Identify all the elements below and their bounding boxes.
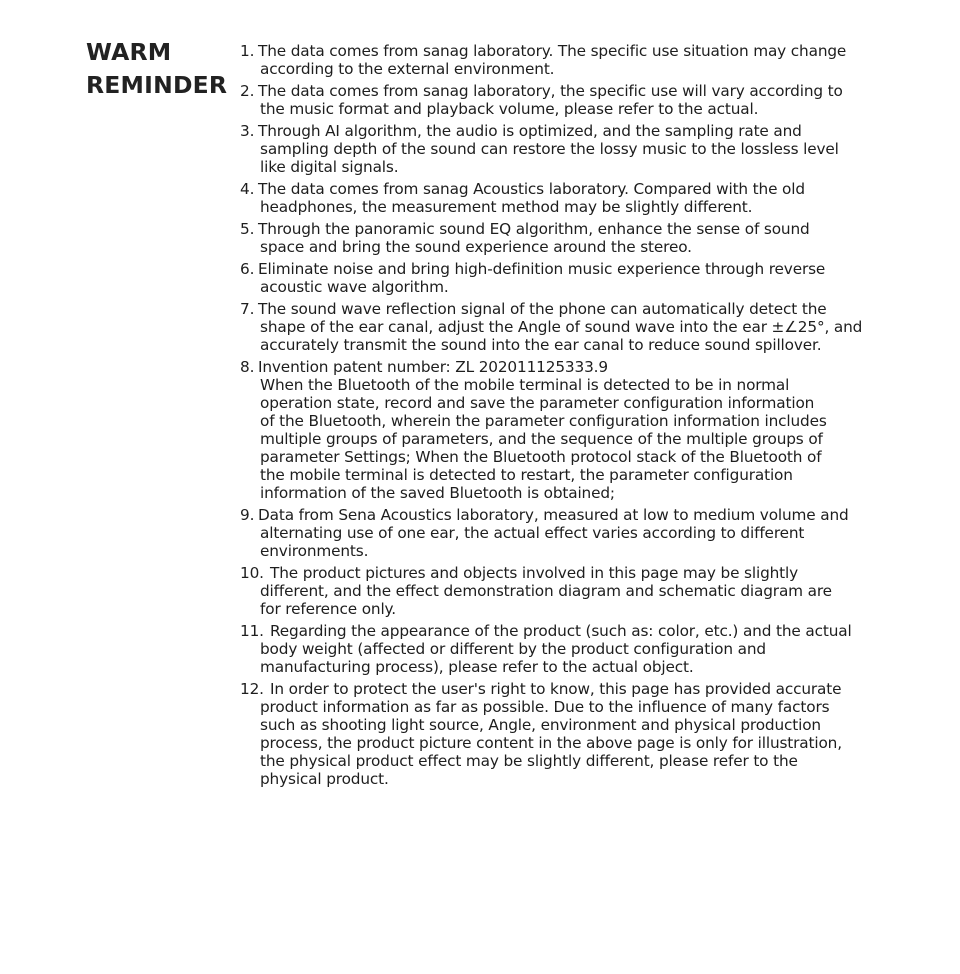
reminder-item-text-line: accurately transmit the sound into the ear canal to reduce sound spillover. <box>260 336 822 354</box>
reminder-item-number: 2. <box>240 82 255 100</box>
reminder-item <box>240 260 920 296</box>
reminder-item <box>240 42 920 78</box>
reminder-item-number: 11. <box>240 622 264 640</box>
heading-line-1: WARM <box>86 38 172 66</box>
reminder-item-text-line: manufacturing process), please refer to the actual object. <box>260 658 694 676</box>
reminder-item-text-line: The data comes from sanag laboratory. The specific use situation may change <box>258 42 847 60</box>
reminder-item-text-line: Through AI algorithm, the audio is optimized, and the sampling rate and <box>258 122 802 140</box>
reminder-item-text-line: space and bring the sound experience around the stereo. <box>260 238 692 256</box>
reminder-item-text-line: such as shooting light source, Angle, environment and physical production <box>260 716 821 734</box>
reminder-item-text-line: acoustic wave algorithm. <box>260 278 449 296</box>
reminder-item-text-line: Regarding the appearance of the product (such as: color, etc.) and the actual <box>270 622 852 640</box>
reminder-item <box>240 622 920 676</box>
reminder-item-text-line: Eliminate noise and bring high-definition music experience through reverse <box>258 260 826 278</box>
reminder-item-number: 4. <box>240 180 255 198</box>
reminder-item-text-line: Invention patent number: ZL 202011125333.9 <box>258 358 608 376</box>
reminder-item-number: 6. <box>240 260 255 278</box>
reminder-item-text-line: for reference only. <box>260 600 396 618</box>
reminder-item-text-line: according to the external environment. <box>260 60 555 78</box>
reminder-item-text-line: of the Bluetooth, wherein the parameter configuration information includes <box>260 412 827 430</box>
reminder-item-text-line: The sound wave reflection signal of the phone can automatically detect the <box>258 300 827 318</box>
reminder-item-text-line: body weight (affected or different by the product configuration and <box>260 640 766 658</box>
reminder-item-text-line: process, the product picture content in the above page is only for illustration, <box>260 734 842 752</box>
reminder-item-text-line: the mobile terminal is detected to restart, the parameter configuration <box>260 466 793 484</box>
reminder-item-text-line: shape of the ear canal, adjust the Angle of sound wave into the ear ±∠25°, and <box>260 318 863 336</box>
reminder-item-text-line: different, and the effect demonstration diagram and schematic diagram are <box>260 582 832 600</box>
reminder-item <box>240 82 920 118</box>
section-heading <box>86 36 236 102</box>
reminder-item-text-line: Data from Sena Acoustics laboratory, measured at low to medium volume and <box>258 506 849 524</box>
reminder-item-text-line: the music format and playback volume, please refer to the actual. <box>260 100 759 118</box>
reminder-item-text-line: sampling depth of the sound can restore the lossy music to the lossless level <box>260 140 839 158</box>
reminder-item-number: 7. <box>240 300 255 318</box>
reminder-item-text-line: Through the panoramic sound EQ algorithm, enhance the sense of sound <box>258 220 810 238</box>
reminder-item <box>240 180 920 216</box>
reminder-item-text-line: The product pictures and objects involved in this page may be slightly <box>270 564 799 582</box>
reminder-item-text-line: operation state, record and save the parameter configuration information <box>260 394 815 412</box>
reminder-item-text-line: parameter Settings; When the Bluetooth protocol stack of the Bluetooth of <box>260 448 822 466</box>
reminder-item-number: 9. <box>240 506 255 524</box>
reminder-item <box>240 220 920 256</box>
reminder-item-text-line: When the Bluetooth of the mobile terminal is detected to be in normal <box>260 376 790 394</box>
reminder-item-text-line: The data comes from sanag Acoustics laboratory. Compared with the old <box>258 180 805 198</box>
reminder-item <box>240 122 920 176</box>
reminder-item-text-line: the physical product effect may be slightly different, please refer to the <box>260 752 798 770</box>
reminder-item-text-line: multiple groups of parameters, and the sequence of the multiple groups of <box>260 430 823 448</box>
reminder-item-text-line: information of the saved Bluetooth is obtained; <box>260 484 615 502</box>
reminder-item-text-line: In order to protect the user's right to know, this page has provided accurate <box>270 680 842 698</box>
reminder-item-number: 1. <box>240 42 255 60</box>
reminder-list <box>240 42 920 792</box>
reminder-item <box>240 358 920 502</box>
reminder-item-text-line: physical product. <box>260 770 389 788</box>
heading-line-2: REMINDER <box>86 71 228 99</box>
reminder-item <box>240 300 920 354</box>
reminder-item-text-line: alternating use of one ear, the actual effect varies according to different <box>260 524 805 542</box>
reminder-item <box>240 680 920 788</box>
reminder-item <box>240 506 920 560</box>
reminder-item-text-line: like digital signals. <box>260 158 399 176</box>
reminder-item-number: 5. <box>240 220 255 238</box>
reminder-item-number: 10. <box>240 564 264 582</box>
reminder-item-text-line: environments. <box>260 542 369 560</box>
reminder-item-number: 8. <box>240 358 255 376</box>
reminder-item-number: 12. <box>240 680 264 698</box>
reminder-item-number: 3. <box>240 122 255 140</box>
reminder-item-text-line: product information as far as possible. Due to the influence of many factors <box>260 698 830 716</box>
reminder-item-text-line: The data comes from sanag laboratory, the specific use will vary according to <box>258 82 843 100</box>
reminder-item-text-line: headphones, the measurement method may be slightly different. <box>260 198 753 216</box>
reminder-item <box>240 564 920 618</box>
